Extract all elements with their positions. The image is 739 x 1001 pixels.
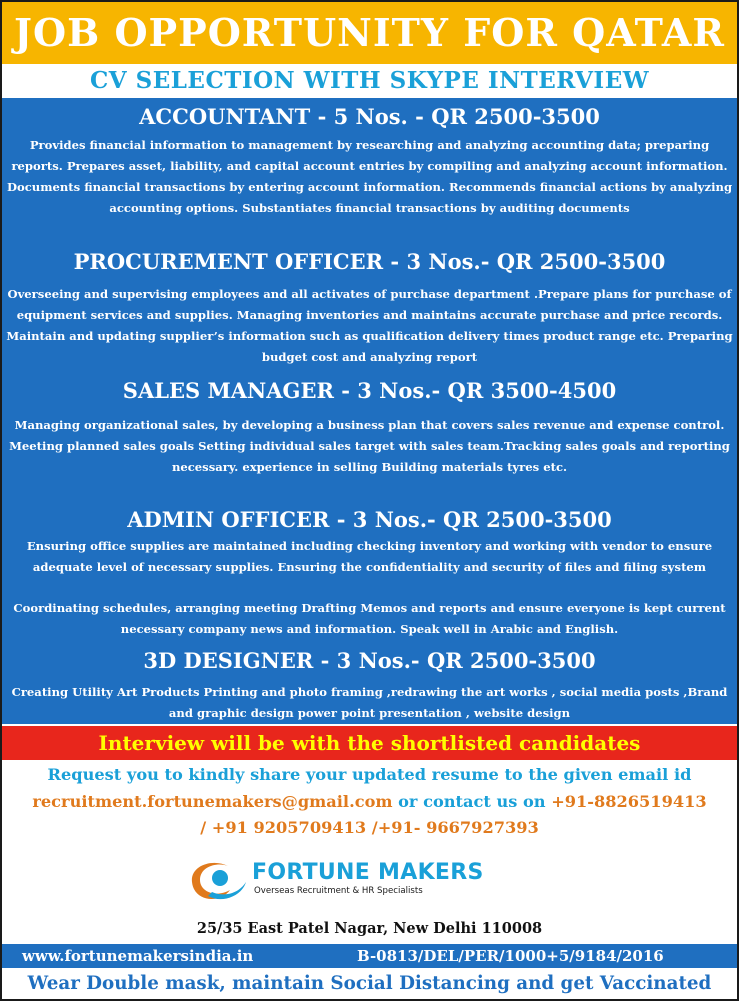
job-listings-panel xyxy=(2,98,737,724)
job-title-sales-manager: SALES MANAGER - 3 Nos.- QR 3500-4500 xyxy=(122,378,617,403)
job-description-sales-manager: Managing organizational sales, by developing a business plan that covers sales revenue and expense control. Meeting planned sales goals Setting individual sales target with sales team.Tracking sales goals and reporting necessary. experience in selling Building materials tyres etc. xyxy=(9,418,730,474)
interview-note: Interview will be with the shortlisted candidates xyxy=(2,726,737,760)
job-description-3d-designer: Creating Utility Art Products Printing and photo framing ,redrawing the art works , social media posts ,Brand and graphic design power point presentation , website design xyxy=(11,685,728,720)
job-description-admin-officer-2: Coordinating schedules, arranging meeting Drafting Memos and reports and ensure everyone is kept current necessary company news and information. Speak well in Arabic and English. xyxy=(13,601,726,636)
fortune-makers-logo-icon xyxy=(182,852,250,910)
job-description-procurement-officer: Overseeing and supervising employees and all activates of purchase department .Prepare plans for purchase of equipment services and supplies. Managing inventories and maintains accurate purchase and price records. Maintain and updating supplier’s information such as qualification delivery times product range etc. Preparing budget cost and analyzing report xyxy=(6,287,733,364)
email-link[interactable]: recruitment.fortunemakers@gmail.com xyxy=(32,792,393,811)
license-number: B-0813/DEL/PER/1000+5/9184/2016 xyxy=(357,947,664,965)
phone-link-1[interactable]: +91-8826519413 xyxy=(551,792,707,811)
job-title-procurement-officer: PROCUREMENT OFFICER - 3 Nos.- QR 2500-3500 xyxy=(73,249,666,274)
page-subtitle: CV SELECTION WITH SKYPE INTERVIEW xyxy=(2,64,737,98)
job-title-admin-officer: ADMIN OFFICER - 3 Nos.- QR 2500-3500 xyxy=(127,507,612,532)
page-title: JOB OPPORTUNITY FOR QATAR xyxy=(2,2,737,64)
website-link[interactable]: www.fortunemakersindia.in xyxy=(22,947,254,965)
job-description-accountant: Provides financial information to management by researching and analyzing accounting data; preparing reports. Prepares asset, liability, and capital account entries by compiling and analyzing account information. Documents financial transactions by entering account information. Recommends financial actions by analyzing accounting options. Substantiates financial transactions by auditing documents xyxy=(6,138,733,215)
job-description-admin-officer: Ensuring office supplies are maintained including checking inventory and working with vendor to ensure adequate level of necessary supplies. Ensuring the confidentiality and security of files and filing system xyxy=(26,539,713,574)
company-address: 25/35 East Patel Nagar, New Delhi 110008 xyxy=(196,920,543,937)
phone-numbers[interactable]: / +91 9205709413 /+91- 9667927393 xyxy=(200,818,539,837)
company-logo xyxy=(182,852,502,910)
or-contact-text: or contact us on xyxy=(392,792,552,811)
resume-request: Request you to kindly share your updated resume to the given email id xyxy=(47,765,692,784)
company-name: FORTUNE MAKERS xyxy=(252,860,484,885)
company-tagline: Overseas Recruitment & HR Specialists xyxy=(254,886,423,896)
safety-message: Wear Double mask, maintain Social Distancing and get Vaccinated xyxy=(2,969,737,999)
job-title-3d-designer: 3D DESIGNER - 3 Nos.- QR 2500-3500 xyxy=(143,648,596,673)
footer-bar xyxy=(2,944,737,968)
contact-line xyxy=(2,789,737,815)
job-title-accountant: ACCOUNTANT - 5 Nos. - QR 2500-3500 xyxy=(139,104,600,129)
